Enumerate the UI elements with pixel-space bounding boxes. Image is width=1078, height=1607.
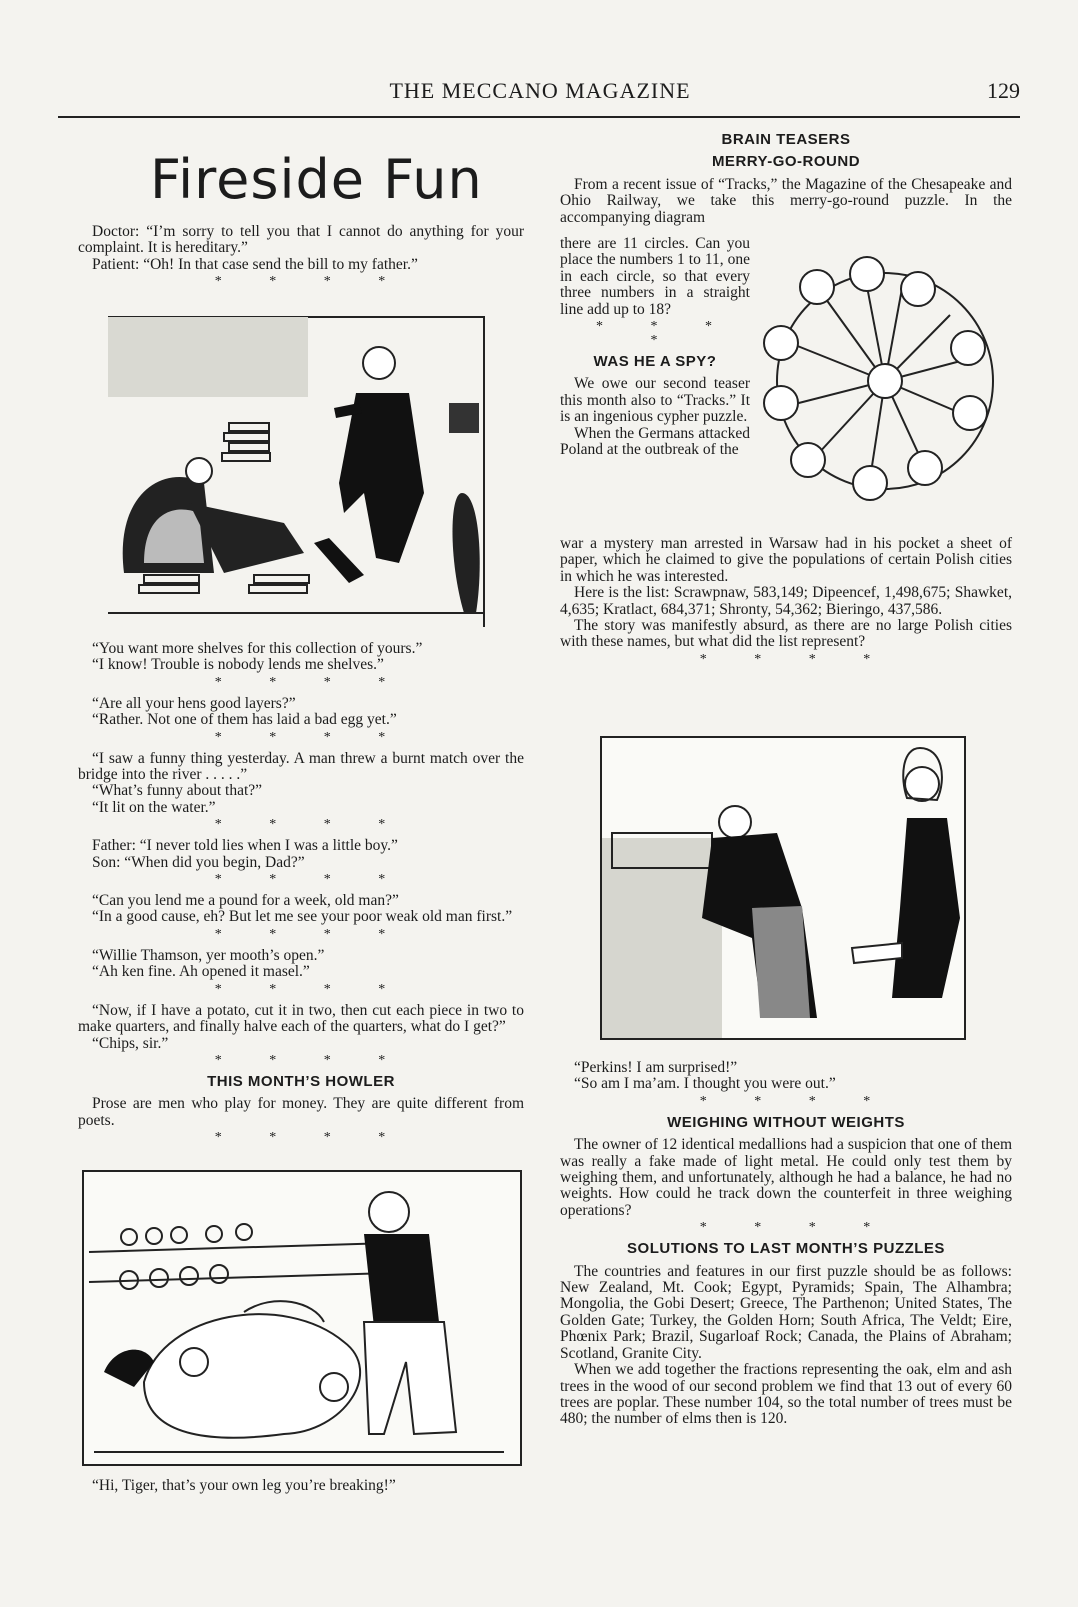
brain-teasers-heading: BRAIN TEASERS <box>721 131 851 148</box>
separator-stars: * * * * <box>699 1220 893 1236</box>
separator-stars: * * * * <box>214 274 408 290</box>
joke-line: Doctor: “I’m sorry to tell you that I cannot do anything for your complaint. It is hereditary.” <box>78 223 524 257</box>
spy-text-4: The story was manifestly absurd, as there are no large Polish cities with these names, but what did the list represent? <box>560 617 1012 651</box>
right-lower-text <box>560 1060 1012 1428</box>
cartoon-wrestling <box>82 1170 522 1466</box>
page-number: 129 <box>987 78 1020 103</box>
weighing-text: The owner of 12 identical medallions had a suspicion that one of them was really a fake made of light metal. He could only test them by weighing them, and unfortunately, although he had a balance, he had no weights. How could he track down the counterfeit in three weighing operations? <box>560 1136 1012 1219</box>
section-title: Fireside Fun <box>150 148 483 211</box>
howler-text: Prose are men who play for money. They are quite different from poets. <box>78 1095 524 1129</box>
merry-go-round-diagram <box>760 255 1010 515</box>
cartoon-perkins <box>600 736 966 1040</box>
joke-line: “What’s funny about that?” <box>92 782 263 800</box>
caption-line: “You want more shelves for this collection of yours.” <box>92 640 423 657</box>
joke-line: “Rather. Not one of them has laid a bad egg yet.” <box>92 711 397 729</box>
spy-list: Here is the list: Scrawpnaw, 583,149; Dipeencef, 1,498,675; Shawket, 4,635; Kratlact, 684,371; Shronty, 54,362; Bieringo, 437,586. <box>560 584 1012 618</box>
cartoon-perkins-drawing <box>602 738 964 1038</box>
cartoon-shelves-drawing <box>104 313 492 631</box>
joke-line: Patient: “Oh! In that case send the bill to my father.” <box>92 255 418 273</box>
joke-line: “I saw a funny thing yesterday. A man threw a burnt match over the bridge into the river . . . . .” <box>78 749 524 784</box>
joke-line: Son: “When did you begin, Dad?” <box>92 853 305 871</box>
caption-line: “Hi, Tiger, that’s your own leg you’re breaking!” <box>92 1477 396 1494</box>
weighing-heading: WEIGHING WITHOUT WEIGHTS <box>667 1113 905 1131</box>
joke-line: “Willie Thamson, yer mooth’s open.” <box>92 946 325 964</box>
caption-line: “Perkins! I am surprised!” <box>574 1059 738 1076</box>
cartoon-wrestling-caption <box>78 1478 524 1494</box>
separator-stars: * * * * <box>214 674 408 690</box>
separator-stars: * * * * <box>214 729 408 745</box>
header-rule <box>58 116 1020 118</box>
joke-line: “In a good cause, eh? But let me see your poor weak old man first.” <box>92 908 513 926</box>
spy-text-3: war a mystery man arrested in Warsaw had in his pocket a sheet of paper, which he claimed to give the populations of certain Polish cities in which he was interested. <box>560 535 1012 585</box>
joke-line: “Are all your hens good layers?” <box>92 694 296 712</box>
cartoon-shelves <box>104 313 492 631</box>
joke-line: “Ah ken fine. Ah opened it masel.” <box>92 963 310 981</box>
separator-stars: * * * * <box>214 817 408 833</box>
doctor-joke <box>78 224 524 295</box>
spy-text-2: When the Germans attacked Poland at the outbreak of the <box>560 424 750 459</box>
caption-line: “I know! Trouble is nobody lends me shelves.” <box>92 656 384 674</box>
joke-line: “It lit on the water.” <box>92 798 216 816</box>
separator-stars: * * * * <box>699 651 893 667</box>
brain-teasers-narrow <box>560 236 750 458</box>
jokes-block-1 <box>78 641 524 1151</box>
howler-heading: THIS MONTH’S HOWLER <box>207 1072 395 1090</box>
merry-intro: From a recent issue of “Tracks,” the Magazine of the Chesapeake and Ohio Railway, we take this merry-go-round puzzle. In the accompanying diagram <box>560 175 1012 226</box>
separator-stars: * * * * <box>214 1130 408 1146</box>
merry-go-round-heading: MERRY-GO-ROUND <box>711 153 861 171</box>
separator-stars: * * * * <box>214 926 408 942</box>
separator-stars: * * * * <box>214 872 408 888</box>
separator-stars: * * * * <box>214 981 408 997</box>
spy-heading: WAS HE A SPY? <box>593 353 717 371</box>
separator-stars: * * * * <box>214 1052 408 1068</box>
separator-stars: * * * * <box>596 319 734 349</box>
spy-continued <box>560 536 1012 673</box>
merry-go-round-svg <box>760 255 1010 515</box>
merry-question: there are 11 circles. Can you place the numbers 1 to 11, one in each circle, so that every three numbers in a straight line add up to 18? <box>560 235 750 318</box>
joke-line: “Chips, sir.” <box>92 1034 169 1052</box>
magazine-title: THE MECCANO MAGAZINE <box>389 78 691 103</box>
caption-line: “So am I ma’am. I thought you were out.” <box>574 1075 836 1093</box>
joke-line: “Can you lend me a pound for a week, old man?” <box>92 892 399 910</box>
separator-stars: * * * * <box>699 1093 893 1109</box>
solutions-heading: SOLUTIONS TO LAST MONTH’S PUZZLES <box>627 1240 945 1258</box>
solutions-text-1: The countries and features in our first puzzle should be as follows: New Zealand, Mt. Cook; Egypt, Pyramids; Spain, The Alhambra; Mongolia, the Gobi Desert; Greece, The Parthenon; United States, The Golden Gate; Turkey, the Golden Horn; South Africa, The Veldt; Eire, Phœnix Park; Brazil, Sugarloaf Rock; Canada, the Plains of Abraham; Scotland, Granite City. <box>560 1262 1012 1362</box>
joke-line: Father: “I never told lies when I was a little boy.” <box>92 837 398 855</box>
solutions-text-2: When we add together the fractions representing the oak, elm and ash trees in the wood of our second problem we find that 13 out of every 60 trees are poplar. These number 104, so the total number of trees must be 480; the number of elms then is 120. <box>560 1361 1012 1428</box>
spy-text-1: We owe our second teaser this month also to “Tracks.” It is an ingenious cypher puzzle. <box>560 375 750 426</box>
page-header <box>60 78 1020 108</box>
brain-teasers-top <box>560 132 1012 226</box>
cartoon-wrestling-drawing <box>84 1172 520 1464</box>
joke-line: “Now, if I have a potato, cut it in two, then cut each piece in two to make quarters, and finally halve each of the quarters, what do I get?” <box>78 1001 524 1036</box>
